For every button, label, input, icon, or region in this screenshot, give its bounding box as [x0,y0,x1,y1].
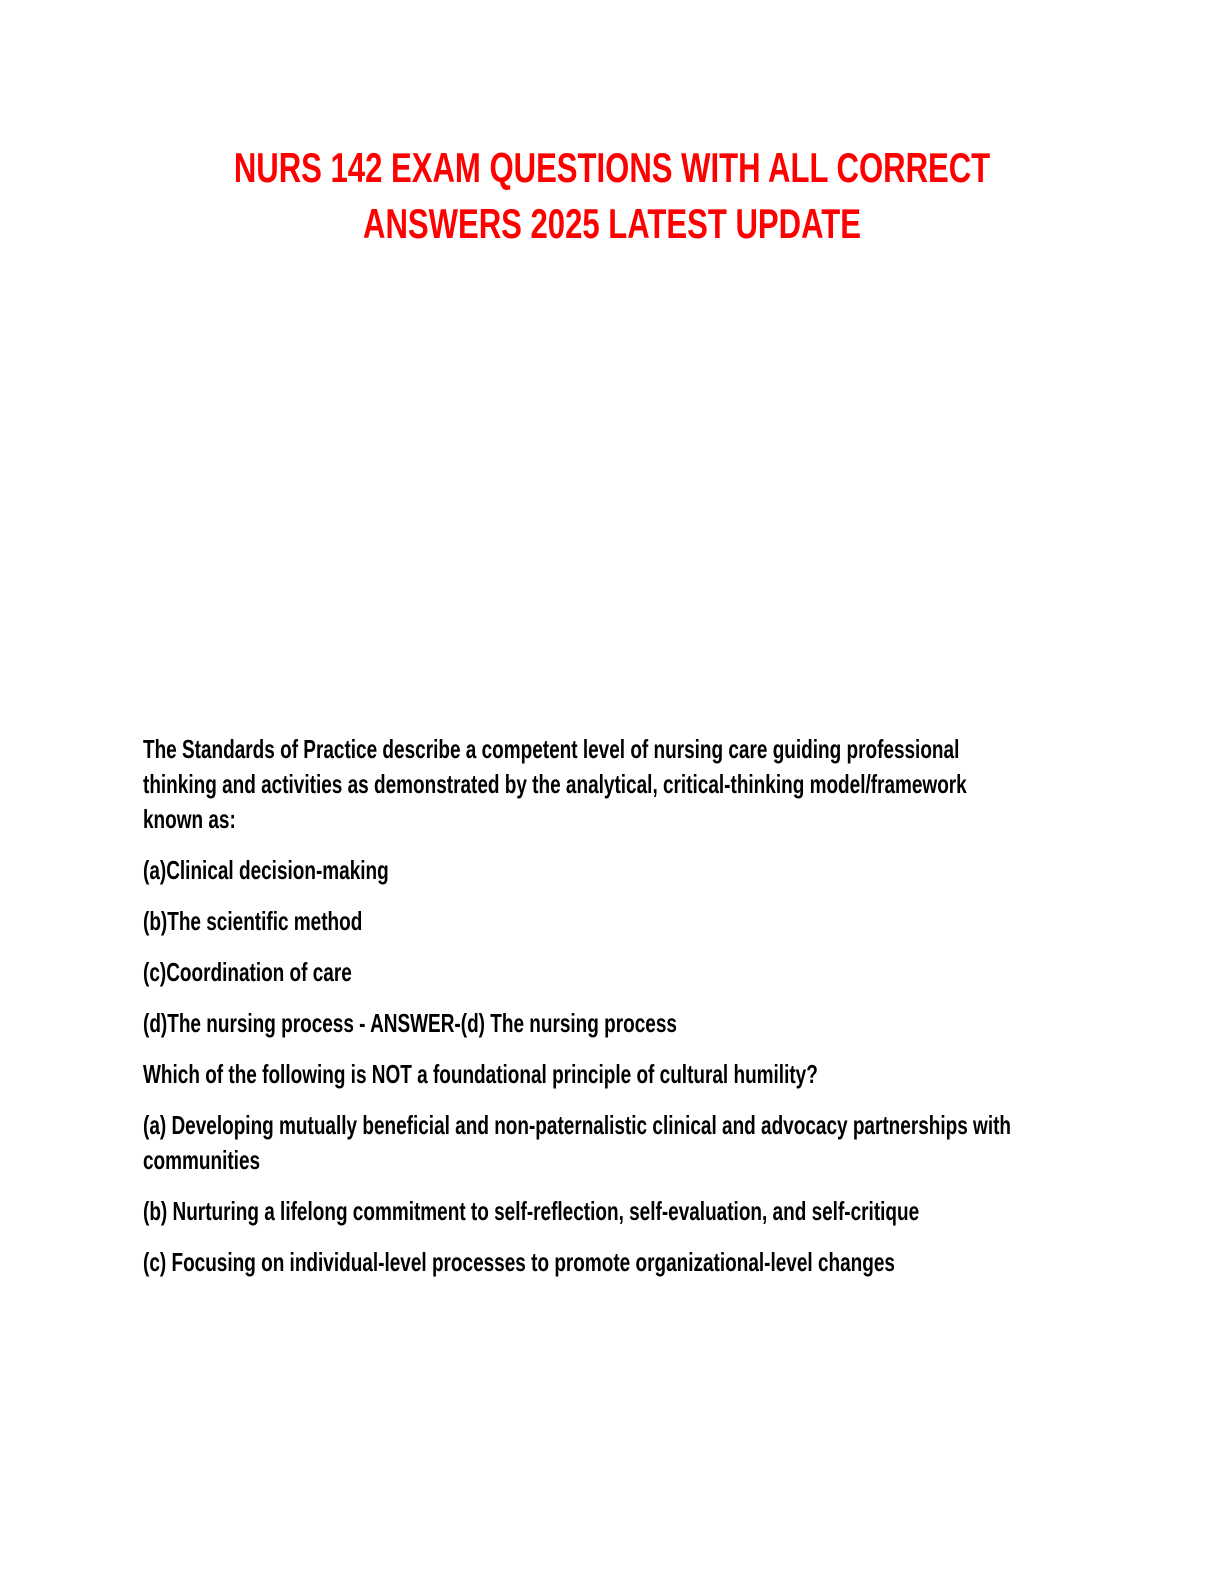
question-2-option-c: (c) Focusing on individual-level processes to promote organizational-level changes [143,1247,895,1277]
document-body [143,732,1224,1296]
document-title: NURS 142 EXAM QUESTIONS WITH ALL CORRECT ANSWERS 2025 LATEST UPDATE [233,144,991,247]
question-2-option-a: (a) Developing mutually beneficial and non-paternalistic clinical and advocacy partnerships with communities [143,1110,1012,1175]
question-1-option-a: (a)Clinical decision-making [143,855,389,885]
question-1-option-d-with-answer: (d)The nursing process - ANSWER-(d) The nursing process [143,1008,677,1038]
question-1-option-b: (b)The scientific method [143,906,363,936]
text-column [143,732,1019,1280]
question-2-option-b: (b) Nurturing a lifelong commitment to self-reflection, self-evaluation, and self-critique [143,1196,920,1226]
question-2-stem: Which of the following is NOT a foundational principle of cultural humility? [143,1059,818,1089]
question-1-option-c: (c)Coordination of care [143,957,352,987]
question-1-stem: The Standards of Practice describe a competent level of nursing care guiding professional thinking and activities as demonstrated by the analytical, critical-thinking model/framework known as: [143,734,967,834]
